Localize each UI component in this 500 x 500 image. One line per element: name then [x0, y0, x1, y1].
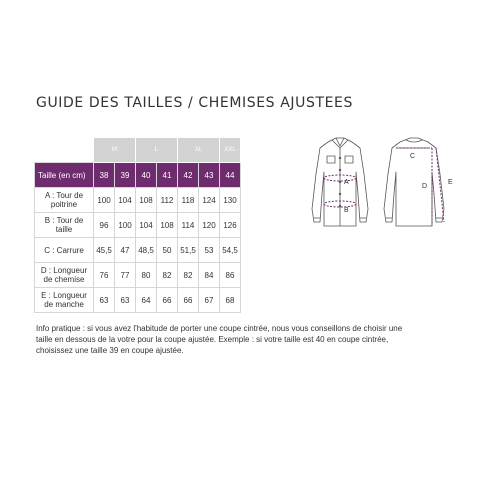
row-label — [35, 213, 94, 238]
table-row — [35, 263, 241, 288]
row-label-line2: de chemise — [43, 275, 85, 284]
size-group-row — [35, 138, 241, 163]
size-41: 41 — [157, 163, 178, 188]
shirt-diagram — [290, 134, 480, 234]
table-cell: 104 — [136, 213, 157, 238]
size-header-row — [35, 163, 241, 188]
shirt-back-illustration — [384, 138, 444, 226]
label-c: C — [410, 153, 416, 160]
table-cell: 63 — [115, 288, 136, 313]
table-cell: 108 — [136, 188, 157, 213]
table-cell: 126 — [220, 213, 241, 238]
group-xxl: XXL — [220, 138, 241, 163]
table-cell: 112 — [157, 188, 178, 213]
size-43: 43 — [199, 163, 220, 188]
label-a: A — [344, 179, 349, 186]
table-cell: 63 — [94, 288, 115, 313]
size-38: 38 — [94, 163, 115, 188]
table-cell: 108 — [157, 213, 178, 238]
row-label — [35, 188, 94, 213]
size-table — [34, 137, 241, 313]
size-44: 44 — [220, 163, 241, 188]
shirt-front-illustration — [312, 138, 368, 226]
group-m: M — [94, 138, 136, 163]
size-39: 39 — [115, 163, 136, 188]
table-cell: 120 — [199, 213, 220, 238]
table-cell: 47 — [115, 238, 136, 263]
info-text — [36, 323, 466, 356]
label-b: B — [344, 207, 349, 214]
table-cell: 104 — [115, 188, 136, 213]
table-cell: 50 — [157, 238, 178, 263]
table-cell: 130 — [220, 188, 241, 213]
table-cell: 68 — [220, 288, 241, 313]
table-cell: 77 — [115, 263, 136, 288]
row-label-line1: D : Longueur — [40, 266, 88, 275]
table-cell: 86 — [220, 263, 241, 288]
row-label-line2: poitrine — [50, 200, 78, 209]
table-cell: 118 — [178, 188, 199, 213]
table-cell: 53 — [199, 238, 220, 263]
row-label-line1: C : Carrure — [44, 245, 84, 255]
row-label — [35, 288, 94, 313]
table-cell: 124 — [199, 188, 220, 213]
table-cell: 76 — [94, 263, 115, 288]
table-row — [35, 238, 241, 263]
table-cell: 82 — [157, 263, 178, 288]
table-cell: 48,5 — [136, 238, 157, 263]
table-cell: 100 — [94, 188, 115, 213]
size-42: 42 — [178, 163, 199, 188]
header-label: Taille (en cm) — [35, 163, 94, 188]
row-label-line1: E : Longueur — [41, 291, 87, 300]
table-cell: 51,5 — [178, 238, 199, 263]
info-line-3: choisissez une taille 39 en coupe ajustée. — [36, 346, 184, 355]
row-label-line1: A : Tour de — [44, 191, 84, 200]
table-cell: 114 — [178, 213, 199, 238]
table-cell: 54,5 — [220, 238, 241, 263]
info-line-1: Info pratique : si vous avez l'habitude de porter une coupe cintrée, nous vous conseillons de choisir une — [36, 324, 403, 333]
table-row — [35, 213, 241, 238]
table-cell: 80 — [136, 263, 157, 288]
measure-line-e — [436, 148, 444, 222]
table-cell: 84 — [199, 263, 220, 288]
table-cell: 82 — [178, 263, 199, 288]
page-title: GUIDE DES TAILLES / CHEMISES AJUSTEES — [36, 95, 353, 111]
table-row — [35, 188, 241, 213]
row-label — [35, 263, 94, 288]
label-e: E — [448, 179, 453, 186]
table-cell: 96 — [94, 213, 115, 238]
row-label-line1: B : Tour de — [44, 216, 84, 225]
group-l: L — [136, 138, 178, 163]
table-cell: 45,5 — [94, 238, 115, 263]
row-label — [35, 238, 94, 263]
row-label-line2: taille — [55, 225, 73, 234]
info-line-2: taille en dessous de la votre pour la coupe ajustée. Exemple : si votre taille est 40 en coupe cintrée, — [36, 335, 389, 344]
table-cell: 64 — [136, 288, 157, 313]
table-row — [35, 288, 241, 313]
table-cell: 66 — [178, 288, 199, 313]
label-d: D — [422, 183, 428, 190]
table-cell: 67 — [199, 288, 220, 313]
group-spacer — [35, 138, 94, 163]
row-label-line2: de manche — [44, 300, 84, 309]
group-xl: XL — [178, 138, 220, 163]
table-cell: 66 — [157, 288, 178, 313]
size-40: 40 — [136, 163, 157, 188]
table-cell: 100 — [115, 213, 136, 238]
